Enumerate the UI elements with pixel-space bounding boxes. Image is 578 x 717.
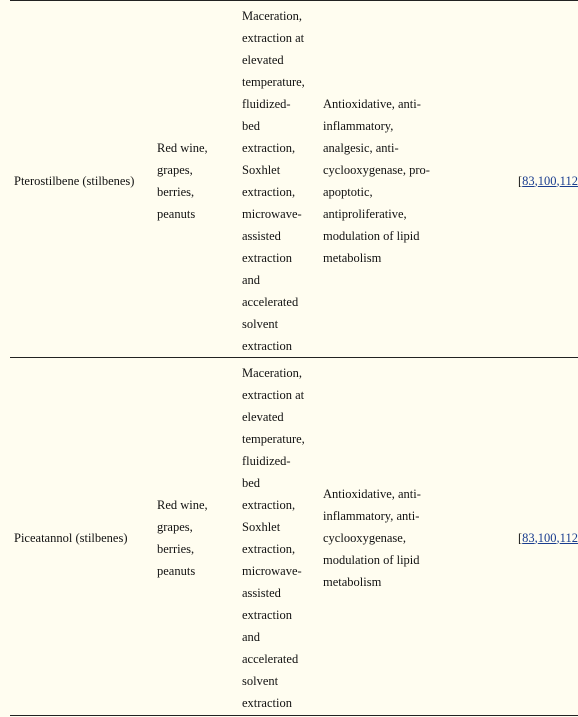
activity-line: Antioxidative, anti- <box>323 487 421 501</box>
method-line: extraction, <box>242 498 296 512</box>
source-line: peanuts <box>157 207 196 221</box>
reference-link[interactable]: 83 <box>522 174 535 188</box>
source-line: Red wine, <box>157 498 208 512</box>
reference-link[interactable]: 100 <box>537 531 557 545</box>
method-line: Maceration, <box>242 366 303 380</box>
method-line: elevated <box>242 410 284 424</box>
method-line: accelerated <box>242 652 299 666</box>
method-line: elevated <box>242 53 284 67</box>
reference-link[interactable]: 100 <box>537 174 557 188</box>
method-line: solvent <box>242 674 279 688</box>
row-divider-top <box>10 0 578 1</box>
extraction-method-cell <box>242 362 318 714</box>
method-line: extraction, <box>242 141 296 155</box>
activity-line: cyclooxygenase, <box>323 531 406 545</box>
method-line: extraction at <box>242 31 305 45</box>
source-line: grapes, <box>157 520 193 534</box>
method-line: bed <box>242 119 261 133</box>
ref-bracket: [ <box>518 174 523 188</box>
activity-line: cyclooxygenase, pro- <box>323 163 430 177</box>
activity-cell <box>323 93 443 269</box>
method-line: temperature, <box>242 432 305 446</box>
method-line: microwave- <box>242 564 302 578</box>
activity-line: antiproliferative, <box>323 207 407 221</box>
method-line: Maceration, <box>242 9 303 23</box>
method-line: bed <box>242 476 261 490</box>
method-line: fluidized- <box>242 97 291 111</box>
source-cell <box>157 137 237 225</box>
activity-cell <box>323 483 443 593</box>
activity-line: metabolism <box>323 251 382 265</box>
source-line: berries, <box>157 185 195 199</box>
activity-line: inflammatory, <box>323 119 394 133</box>
source-line: Red wine, <box>157 141 208 155</box>
activity-line: analgesic, anti- <box>323 141 399 155</box>
source-line: peanuts <box>157 564 196 578</box>
method-line: extraction, <box>242 185 296 199</box>
method-line: assisted <box>242 586 281 600</box>
activity-line: metabolism <box>323 575 382 589</box>
method-line: Soxhlet <box>242 163 281 177</box>
method-line: extraction at <box>242 388 305 402</box>
compound-name: Pterostilbene (stilbenes) <box>14 174 135 188</box>
reference-link[interactable]: 112 <box>559 174 578 188</box>
method-line: microwave- <box>242 207 302 221</box>
ref-bracket: [ <box>518 531 523 545</box>
compound-name: Piceatannol (stilbenes) <box>14 531 128 545</box>
reference-cell: [83,100,112 <box>518 174 578 188</box>
method-line: solvent <box>242 317 279 331</box>
method-line: extraction <box>242 251 292 265</box>
method-line: accelerated <box>242 295 299 309</box>
activity-line: modulation of lipid <box>323 553 420 567</box>
method-line: Soxhlet <box>242 520 281 534</box>
method-line: extraction <box>242 608 292 622</box>
method-line: extraction, <box>242 542 296 556</box>
method-line: extraction <box>242 339 292 353</box>
source-line: grapes, <box>157 163 193 177</box>
extraction-method-cell <box>242 5 318 357</box>
activity-line: inflammatory, anti- <box>323 509 420 523</box>
method-line: assisted <box>242 229 281 243</box>
activity-line: apoptotic, <box>323 185 373 199</box>
row-divider-middle <box>10 357 578 358</box>
activity-line: Antioxidative, anti- <box>323 97 421 111</box>
method-line: temperature, <box>242 75 305 89</box>
activity-line: modulation of lipid <box>323 229 420 243</box>
method-line: fluidized- <box>242 454 291 468</box>
source-line: berries, <box>157 542 195 556</box>
source-cell <box>157 494 237 582</box>
reference-link[interactable]: 83 <box>522 531 535 545</box>
reference-cell: [83,100,112 <box>518 531 578 545</box>
method-line: and <box>242 273 261 287</box>
row-divider-bottom <box>10 715 578 716</box>
method-line: and <box>242 630 261 644</box>
method-line: extraction <box>242 696 292 710</box>
reference-link[interactable]: 112 <box>559 531 578 545</box>
